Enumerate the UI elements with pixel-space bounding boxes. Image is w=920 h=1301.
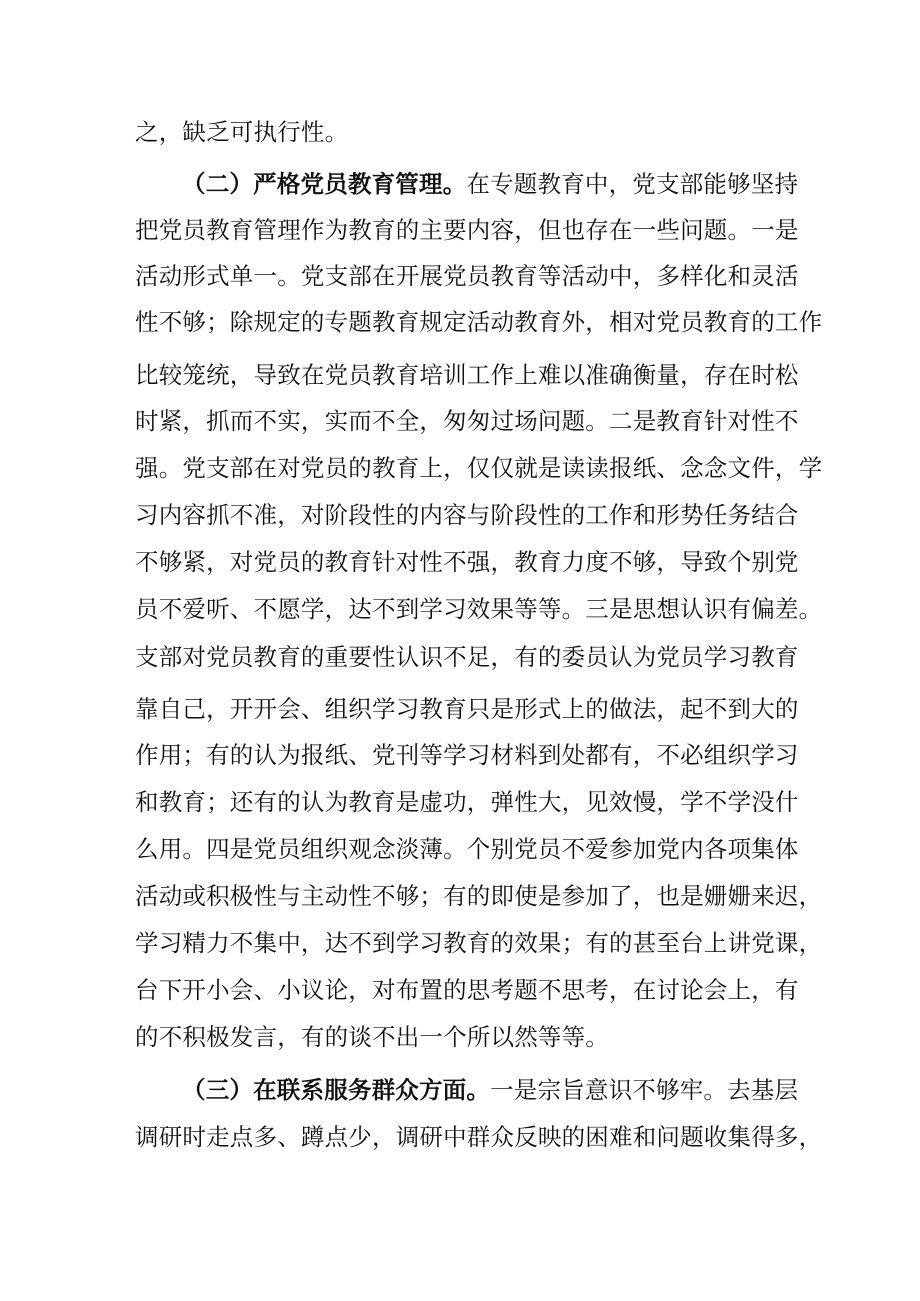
paragraph-line: 活动或积极性与主动性不够；有的即使是参加了，也是姗姗来迟， bbox=[135, 882, 823, 910]
section-heading: （三）在联系服务群众方面。 bbox=[182, 1076, 491, 1104]
paragraph-line: 学习精力不集中，达不到学习教育的效果；有的甚至台上讲党课， bbox=[135, 929, 823, 957]
paragraph-line: 么用。四是党员组织观念淡薄。个别党员不爱参加党内各项集体 bbox=[135, 835, 799, 863]
paragraph-line: 的不积极发言，有的谈不出一个所以然等等。 bbox=[135, 1023, 609, 1051]
paragraph-line: 强。党支部在对党员的教育上，仅仅就是读读报纸、念念文件，学 bbox=[135, 454, 823, 482]
section-heading: （二）严格党员教育管理。 bbox=[182, 170, 467, 198]
paragraph-line: 员不爱听、不愿学，达不到学习效果等等。三是思想认识有偏差。 bbox=[135, 595, 823, 623]
paragraph-line: 台下开小会、小议论，对布置的思考题不思考，在讨论会上，有 bbox=[135, 976, 799, 1004]
paragraph-line: 支部对党员教育的重要性认识不足，有的委员认为党员学习教育 bbox=[135, 643, 799, 671]
paragraph-line: 靠自己，开开会、组织学习教育只是形式上的做法，起不到大的 bbox=[135, 695, 799, 723]
paragraph-line: 性不够；除规定的专题教育规定活动教育外，相对党员教育的工作 bbox=[135, 308, 823, 336]
paragraph-line: 时紧，抓而不实，实而不全，匆匆过场问题。二是教育针对性不 bbox=[135, 407, 799, 435]
section-three-first-line: （三）在联系服务群众方面。一是宗旨意识不够牢。去基层 bbox=[182, 1076, 799, 1104]
paragraph-line: 把党员教育管理作为教育的主要内容，但也存在一些问题。一是 bbox=[135, 216, 799, 244]
paragraph-line: 不够紧，对党员的教育针对性不强，教育力度不够，导致个别党 bbox=[135, 548, 799, 576]
paragraph-line: 调研时走点多、蹲点少，调研中群众反映的困难和问题收集得多， bbox=[135, 1123, 823, 1151]
paragraph-line: 习内容抓不准，对阶段性的内容与阶段性的工作和形势任务结合 bbox=[135, 501, 799, 529]
paragraph-line: 作用；有的认为报纸、党刊等学习材料到处都有，不必组织学习 bbox=[135, 741, 799, 769]
section-two-first-line: （二）严格党员教育管理。在专题教育中，党支部能够坚持 bbox=[182, 170, 799, 198]
paragraph-line: 和教育；还有的认为教育是虚功，弹性大，见效慢，学不学没什 bbox=[135, 788, 799, 816]
paragraph-line: 活动形式单一。党支部在开展党员教育等活动中，多样化和灵活 bbox=[135, 262, 799, 290]
paragraph-line: 之，缺乏可执行性。 bbox=[135, 118, 349, 146]
paragraph-line: 比较笼统，导致在党员教育培训工作上难以准确衡量，存在时松 bbox=[135, 361, 799, 389]
